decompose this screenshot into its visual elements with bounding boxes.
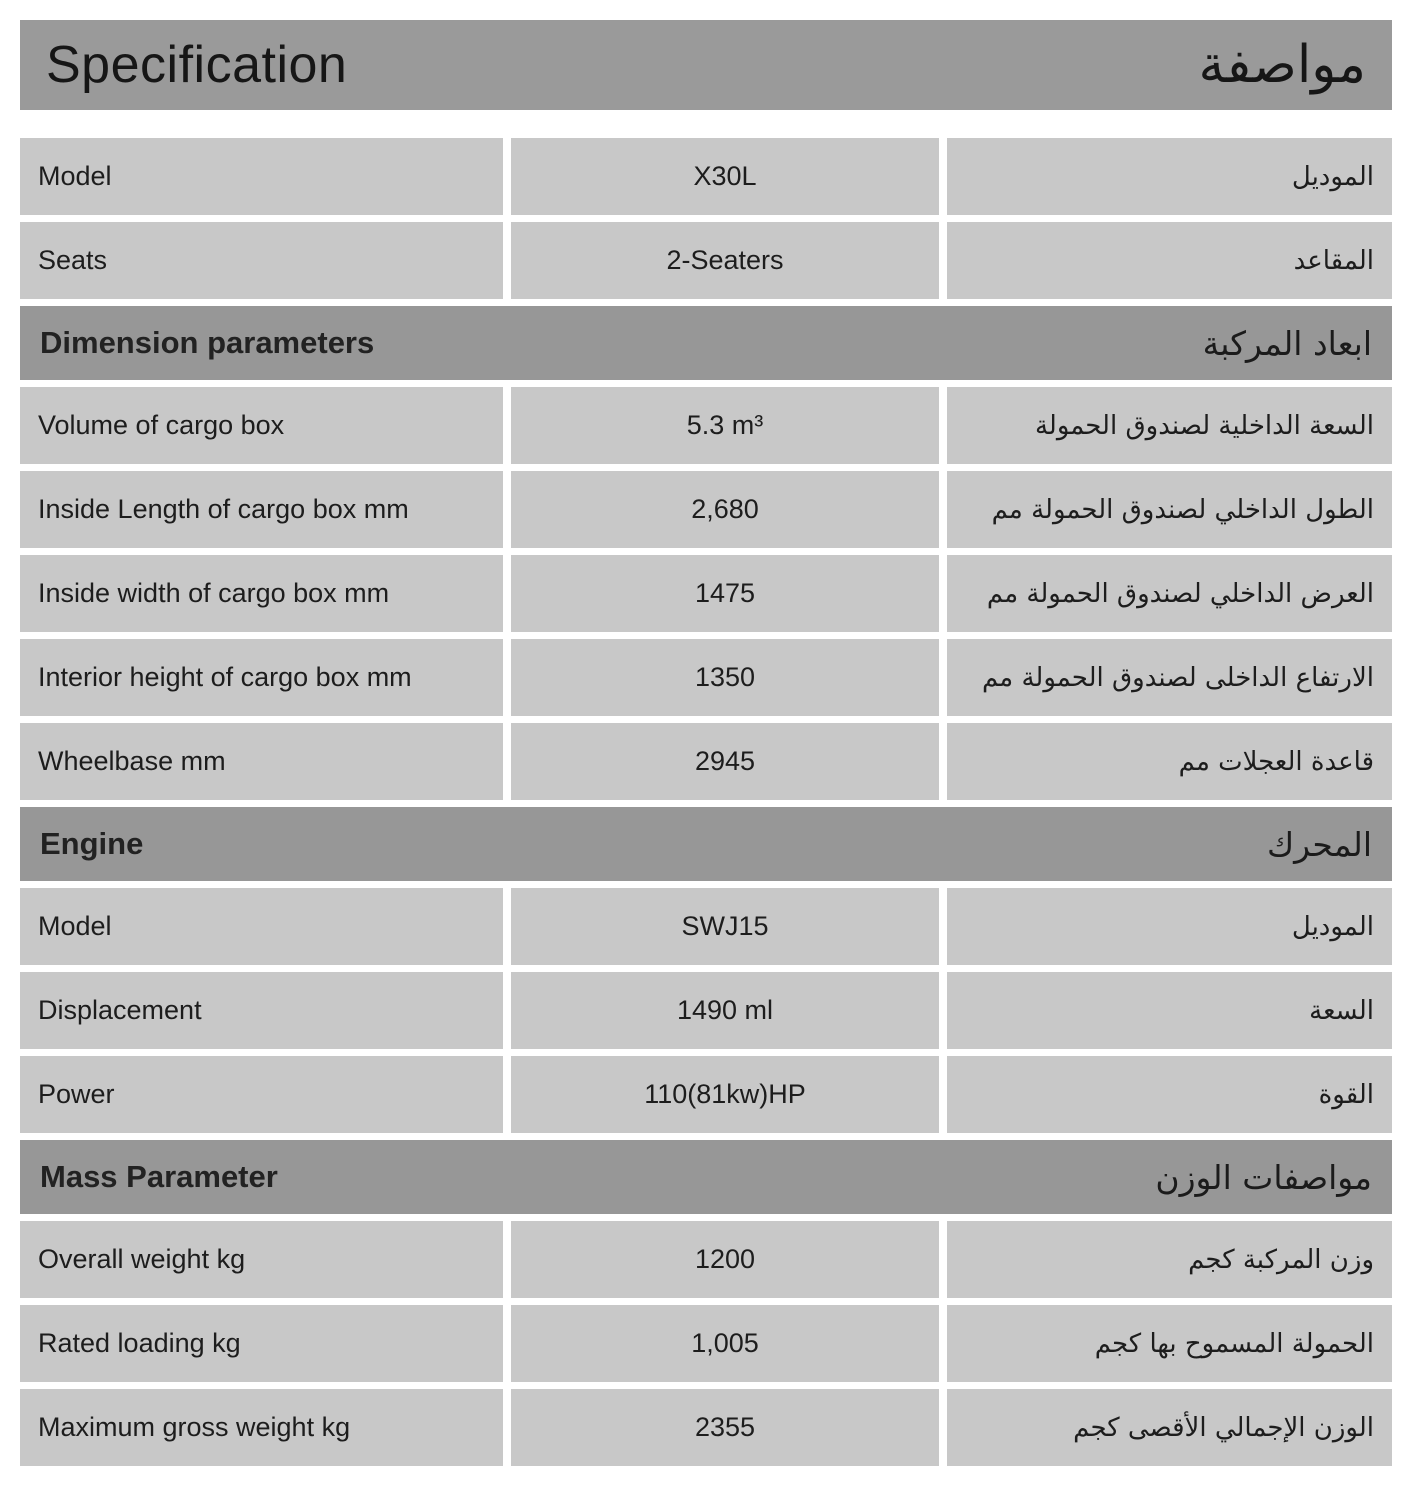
spec-row-engine-model: [20, 888, 1392, 965]
row-value: 1475: [511, 555, 939, 632]
spec-row-interior-height: [20, 639, 1392, 716]
row-label-ar: الطول الداخلي لصندوق الحمولة مم: [947, 471, 1392, 548]
row-value: 2355: [511, 1389, 939, 1466]
row-label-ar: قاعدة العجلات مم: [947, 723, 1392, 800]
group-dimension-parameters: [20, 306, 1392, 800]
row-value: X30L: [511, 138, 939, 215]
row-label-ar: القوة: [947, 1056, 1392, 1133]
section-title-en: Dimension parameters: [40, 325, 375, 360]
row-label-en: Displacement: [20, 972, 503, 1049]
section-title-ar: ابعاد المركبة: [1202, 323, 1372, 363]
row-value: 110(81kw)HP: [511, 1056, 939, 1133]
row-label-en: Model: [20, 138, 503, 215]
row-value: 1350: [511, 639, 939, 716]
spec-row-max-gross-weight: [20, 1389, 1392, 1466]
spec-row-wheelbase: [20, 723, 1392, 800]
row-label-ar: الموديل: [947, 138, 1392, 215]
row-label-en: Interior height of cargo box mm: [20, 639, 503, 716]
section-header-dimension: [20, 306, 1392, 380]
row-label-en: Maximum gross weight kg: [20, 1389, 503, 1466]
row-label-ar: العرض الداخلي لصندوق الحمولة مم: [947, 555, 1392, 632]
row-label-ar: السعة: [947, 972, 1392, 1049]
row-label-en: Inside width of cargo box mm: [20, 555, 503, 632]
spec-row-rated-loading: [20, 1305, 1392, 1382]
row-label-en: Volume of cargo box: [20, 387, 503, 464]
row-value: SWJ15: [511, 888, 939, 965]
row-label-ar: الوزن الإجمالي الأقصى كجم: [947, 1389, 1392, 1466]
row-value: 2,680: [511, 471, 939, 548]
row-label-ar: الارتفاع الداخلى لصندوق الحمولة مم: [947, 639, 1392, 716]
row-label-en: Seats: [20, 222, 503, 299]
spec-row-power: [20, 1056, 1392, 1133]
section-title-ar: مواصفات الوزن: [1155, 1157, 1372, 1197]
section-title-en: Engine: [40, 826, 144, 861]
row-value: 2-Seaters: [511, 222, 939, 299]
spec-row-inside-width: [20, 555, 1392, 632]
group-mass-parameter: [20, 1140, 1392, 1466]
row-value: 2945: [511, 723, 939, 800]
row-label-ar: المقاعد: [947, 222, 1392, 299]
spec-row-seats: [20, 222, 1392, 299]
row-label-ar: وزن المركبة كجم: [947, 1221, 1392, 1298]
page-title-ar: مواصفة: [1198, 35, 1366, 95]
row-value: 1490 ml: [511, 972, 939, 1049]
row-value: 1,005: [511, 1305, 939, 1382]
row-label-ar: الموديل: [947, 888, 1392, 965]
row-label-ar: السعة الداخلية لصندوق الحمولة: [947, 387, 1392, 464]
page-title-en: Specification: [46, 36, 348, 94]
spec-row-displacement: [20, 972, 1392, 1049]
spec-row-model: [20, 138, 1392, 215]
section-header-engine: [20, 807, 1392, 881]
row-label-ar: الحمولة المسموح بها كجم: [947, 1305, 1392, 1382]
title-bar: [20, 20, 1392, 110]
spec-row-inside-length: [20, 471, 1392, 548]
spec-row-overall-weight: [20, 1221, 1392, 1298]
spec-row-cargo-volume: [20, 387, 1392, 464]
group-general: [20, 138, 1392, 299]
group-engine: [20, 807, 1392, 1133]
row-label-en: Model: [20, 888, 503, 965]
row-label-en: Wheelbase mm: [20, 723, 503, 800]
section-title-en: Mass Parameter: [40, 1159, 278, 1194]
section-title-ar: المحرك: [1266, 824, 1372, 864]
row-label-en: Power: [20, 1056, 503, 1133]
row-label-en: Overall weight kg: [20, 1221, 503, 1298]
row-value: 5.3 m³: [511, 387, 939, 464]
row-label-en: Inside Length of cargo box mm: [20, 471, 503, 548]
section-header-mass: [20, 1140, 1392, 1214]
row-label-en: Rated loading kg: [20, 1305, 503, 1382]
row-value: 1200: [511, 1221, 939, 1298]
